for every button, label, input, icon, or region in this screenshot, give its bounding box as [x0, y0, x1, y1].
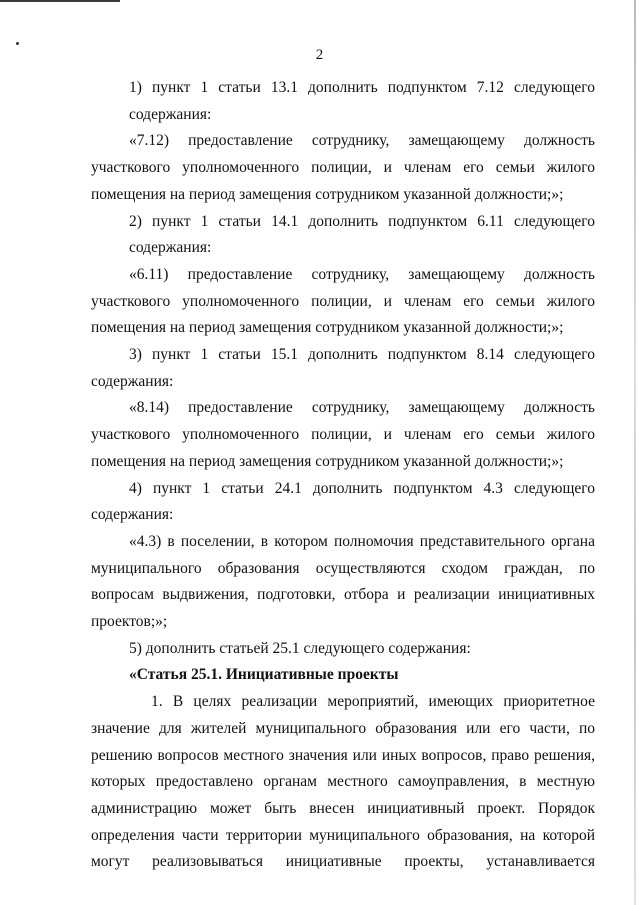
- document-body: [91, 75, 595, 876]
- article-heading: «Статья 25.1. Инициативные проекты: [129, 666, 399, 684]
- paragraph-clause-8-14: «8.14) предоставление сотруднику, замещающему должность участкового уполномоченного полиции, и членам его семьи жилого помещения на период замещения сотрудником указанной должности;»;: [91, 399, 595, 470]
- paragraph-article-25-1-item-1: 1. В целях реализации мероприятий, имеющих приоритетное значение для жителей муниципального образования или его части, по решению вопросов местного значения или иных вопросов, право решения, которых предоставлено органам местного самоуправления, в местную администрацию может быть внесен инициативный проект. Порядок определения части территории муниципального образования, на которой могут реализовываться инициативные проекты, устанавливается: [91, 693, 595, 871]
- paragraph-add-article-25-1: 5) дополнить статьей 25.1 следующего содержания:: [129, 639, 471, 657]
- paragraph-amend-13-1: 1) пункт 1 статьи 13.1 дополнить подпунктом 7.12 следующего содержания:: [129, 79, 595, 123]
- scan-edge-right: [634, 0, 636, 905]
- paragraph-amend-24-1: 4) пункт 1 статьи 24.1 дополнить подпунктом 4.3 следующего содержания:: [91, 479, 595, 524]
- page-number: 2: [315, 47, 324, 63]
- paragraph-amend-15-1: 3) пункт 1 статьи 15.1 дополнить подпунктом 8.14 следующего содержания:: [91, 346, 595, 390]
- scan-edge-top: [0, 0, 120, 2]
- paragraph-clause-6-11: «6.11) предоставление сотруднику, замещающему должность участкового уполномоченного полиции, и членам его семьи жилого помещения на период замещения сотрудником указанной должности;»;: [91, 265, 595, 337]
- paragraph-clause-7-12: «7.12) предоставление сотруднику, замещающему должность участкового уполномоченного полиции, и членам его семьи жилого помещения на период замещения сотрудником указанной должности;»;: [91, 132, 595, 203]
- paragraph-amend-14-1: 2) пункт 1 статьи 14.1 дополнить подпунктом 6.11 следующего содержания:: [129, 212, 595, 257]
- paragraph-clause-4-3: «4.3) в поселении, в котором полномочия представительного органа муниципального образования осуществляются сходом граждан, по вопросам выдвижения, подготовки, отбора и реализации инициативных проектов;»;: [91, 532, 595, 631]
